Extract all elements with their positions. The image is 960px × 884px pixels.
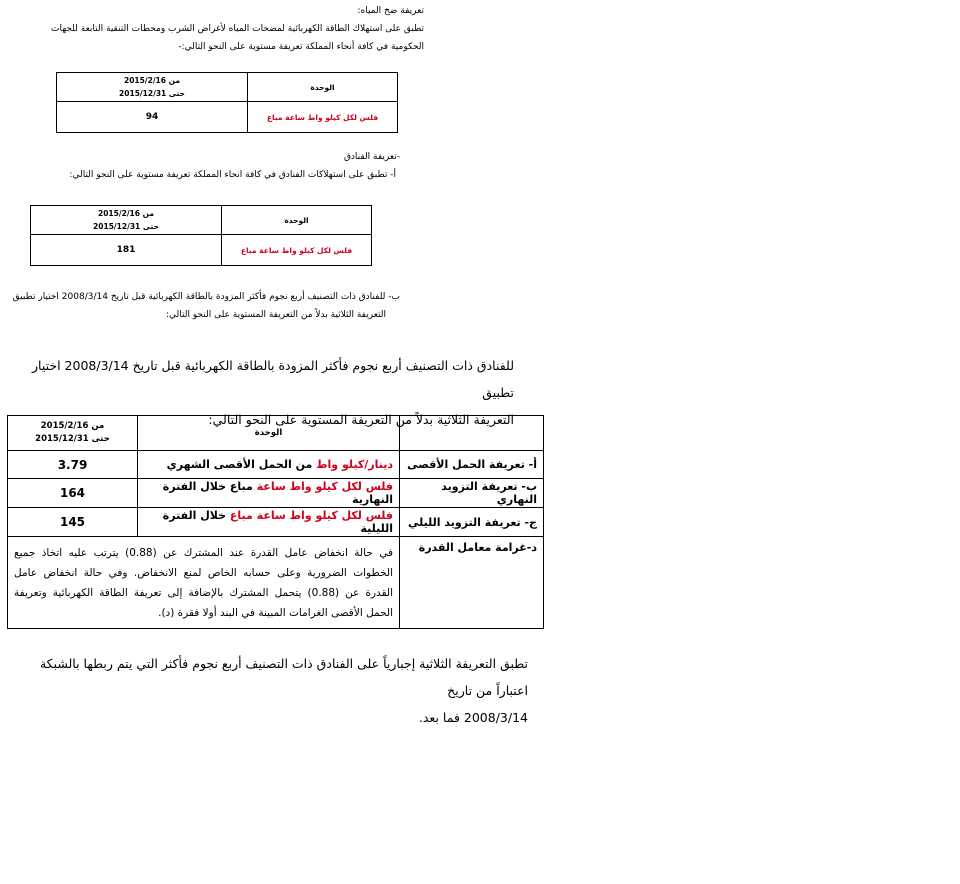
penalty-text: في حالة انخفاض عامل القدرة عند المشترك عن (0.88) يترتب عليه اتخاذ جميع الخطوات الضرورية وعلى حسابه الخاص لمنع الانخفاض. وفي حالة انخفاض عامل القدرة عن (0.88) يتحمل المشترك بالإضافة إلى تعريفة الطاقة الكهربائية وتعريفة الحمل الأقصى الغرامات المبينة في البند أولا فقرة (د). [8, 537, 400, 629]
row-label: أ- تعريفة الحمل الأقصى [400, 451, 544, 479]
row-label: ب- تعريفة التزويد النهاري [400, 479, 544, 508]
row-unit: فلس لكل كيلو واط ساعة مباع خلال الفترة النهارية [138, 479, 400, 508]
enlarged-paragraph: للفنادق ذات التصنيف أربع نجوم فأكثر المزودة بالطاقة الكهربائية قبل تاريخ 2008/3/14 اختيار تطبيق التعريفة الثلاثية بدلاً من التعريفة المستوية على النحو التالي: [31, 358, 514, 427]
hotels-heading: -تعريفة الفنادق [343, 152, 400, 162]
water-section [4, 2, 424, 56]
unit-header: الوحدة [138, 416, 400, 451]
unit-header: الوحدة [248, 73, 398, 102]
row-unit: فلس لكل كيلو واط ساعة مباع خلال الفترة الليلية [138, 508, 400, 537]
water-line-2: الحكومية في كافة أنحاء المملكة تعريفة مستوية على النحو التالي:- [178, 42, 424, 52]
penalty-label: د-غرامة معامل القدرة [400, 537, 544, 629]
water-tariff-table [56, 72, 398, 133]
row-label: ج- تعريفة التزويد الليلي [400, 508, 544, 537]
hotels-tariff-table [30, 205, 372, 266]
row-unit: دينار/كيلو واط من الحمل الأقصى الشهري [138, 451, 400, 479]
table-row [8, 451, 544, 479]
period-header: من 2015/2/16 حتى 2015/12/31 [8, 416, 138, 451]
unit-header: الوحدة [222, 206, 372, 235]
table-row [8, 479, 544, 508]
row-value: 3.79 [8, 451, 138, 479]
hotels-item-a: أ- تطبق على استهلاكات الفنادق في كافة انحاء المملكة تعريفة مستوية على النحو التالي: [69, 170, 396, 180]
period-header: من 2015/2/16 حتى 2015/12/31 [31, 206, 222, 235]
row-value: 164 [8, 479, 138, 508]
hotels-section [0, 148, 400, 184]
water-heading: تعريفة ضخ المياه: [357, 6, 424, 16]
row-value: 145 [8, 508, 138, 537]
hotels-item-b: ب- للفنادق ذات التصنيف أربع نجوم فأكثر المزودة بالطاقة الكهربائية قبل تاريخ 2008/3/14 اختيار تطبيق التعريفة الثلاثية بدلاً من التعريفة المستوية على النحو التالي: [12, 292, 400, 320]
period-header: من 2015/2/16 حتى 2015/12/31 [57, 73, 248, 102]
value-cell: 94 [57, 102, 248, 133]
water-line-1: تطبق على استهلاك الطاقة الكهربائية لمضخات المياه لأغراض الشرب ومحطات التنقية التابعة للجهات [51, 24, 424, 34]
table-row [8, 537, 544, 629]
tou-tariff-table [7, 415, 544, 629]
label-header [400, 416, 544, 451]
footer-paragraph: تطبق التعريفة الثلاثية إجبارياً على الفنادق ذات التصنيف أربع نجوم فأكثر التي يتم ربطها بالشبكة اعتباراً من تاريخ 2008/3/14 فما بعد. [39, 656, 528, 725]
unit-cell: فلس لكل كيلو واط ساعة مباع [248, 102, 398, 133]
unit-cell: فلس لكل كيلو واط ساعة مباع [222, 235, 372, 266]
table-row [8, 508, 544, 537]
value-cell: 181 [31, 235, 222, 266]
